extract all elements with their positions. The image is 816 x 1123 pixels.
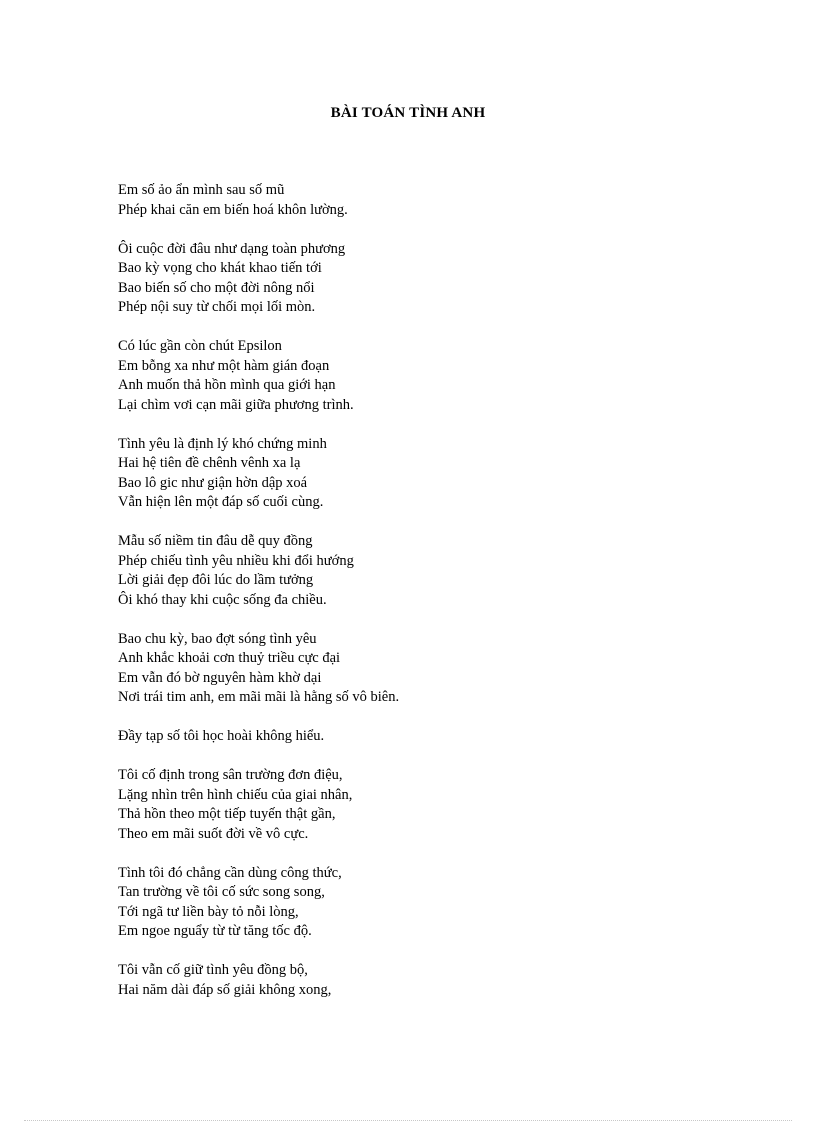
- poem-line: Lời giải đẹp đôi lúc do lầm tưởng: [118, 572, 314, 588]
- stanza: [118, 337, 758, 415]
- poem-line: Có lúc gần còn chút Epsilon: [118, 338, 282, 354]
- poem-line: Bao chu kỳ, bao đợt sóng tình yêu: [118, 630, 317, 647]
- poem-line: Bao lô gic như giận hờn dập xoá: [118, 474, 308, 491]
- poem-line: Tôi vẫn cố giữ tình yêu đồng bộ,: [118, 962, 308, 978]
- poem-line: Hai năm dài đáp số giải không xong,: [118, 981, 332, 998]
- poem-line: Anh muốn thả hồn mình qua giới hạn: [118, 377, 336, 393]
- poem-line: Vẫn hiện lên một đáp số cuối cùng.: [118, 494, 324, 510]
- stanza: [118, 630, 758, 708]
- stanza: [118, 240, 758, 318]
- stanza: [118, 727, 758, 747]
- page-bottom-divider: [24, 1120, 792, 1121]
- poem-line: Phép khai căn em biến hoá khôn lường.: [118, 201, 348, 218]
- stanza: [118, 864, 758, 942]
- poem-line: Phép nội suy từ chối mọi lối mòn.: [118, 299, 316, 315]
- poem-line: Phép chiếu tình yêu nhiều khi đổi hướng: [118, 552, 354, 569]
- poem-line: Tôi cố định trong sân trường đơn điệu,: [118, 767, 343, 783]
- poem-line: Em ngoe nguẩy từ từ tăng tốc độ.: [118, 923, 312, 939]
- poem-line: Theo em mãi suốt đời về vô cực.: [118, 825, 309, 842]
- poem-line: Anh khắc khoải cơn thuỷ triều cực đại: [118, 650, 341, 666]
- poem-line: Ôi khó thay khi cuộc sống đa chiều.: [118, 591, 327, 608]
- poem-body: [118, 181, 758, 1020]
- poem-line: Bao biến số cho một đời nông nổi: [118, 279, 315, 296]
- poem-line: Lại chìm vơi cạn mãi giữa phương trình.: [118, 396, 354, 413]
- poem-line: Đầy tạp số tôi học hoài không hiểu.: [118, 728, 325, 744]
- stanza: [118, 181, 758, 220]
- poem-line: Bao kỳ vọng cho khát khao tiến tới: [118, 260, 322, 276]
- stanza: [118, 766, 758, 844]
- poem-line: Tan trường về tôi cố sức song song,: [118, 884, 325, 900]
- poem-line: Em bỗng xa như một hàm gián đoạn: [118, 357, 330, 374]
- poem-line: Hai hệ tiên đề chênh vênh xa lạ: [118, 455, 301, 471]
- poem-line: Nơi trái tim anh, em mãi mãi là hằng số vô biên.: [118, 689, 400, 705]
- poem-line: Em số ảo ẩn mình sau số mũ: [118, 182, 285, 198]
- stanza: [118, 532, 758, 610]
- stanza: [118, 961, 758, 1000]
- poem-line: Thả hồn theo một tiếp tuyến thật gần,: [118, 806, 336, 822]
- poem-line: Lặng nhìn trên hình chiếu của giai nhân,: [118, 786, 353, 803]
- poem-line: Ôi cuộc đời đâu như dạng toàn phương: [118, 240, 346, 257]
- poem-line: Em vẫn đó bờ nguyên hàm khờ dại: [118, 669, 322, 686]
- stanza: [118, 435, 758, 513]
- poem-line: Tới ngã tư liền bày tỏ nỗi lòng,: [118, 903, 299, 920]
- poem-title: BÀI TOÁN TÌNH ANH: [330, 105, 486, 121]
- poem-line: Tình yêu là định lý khó chứng minh: [118, 435, 327, 452]
- poem-line: Tình tôi đó chẳng cần dùng công thức,: [118, 864, 342, 881]
- poem-line: Mẫu số niềm tin đâu dễ quy đồng: [118, 533, 313, 549]
